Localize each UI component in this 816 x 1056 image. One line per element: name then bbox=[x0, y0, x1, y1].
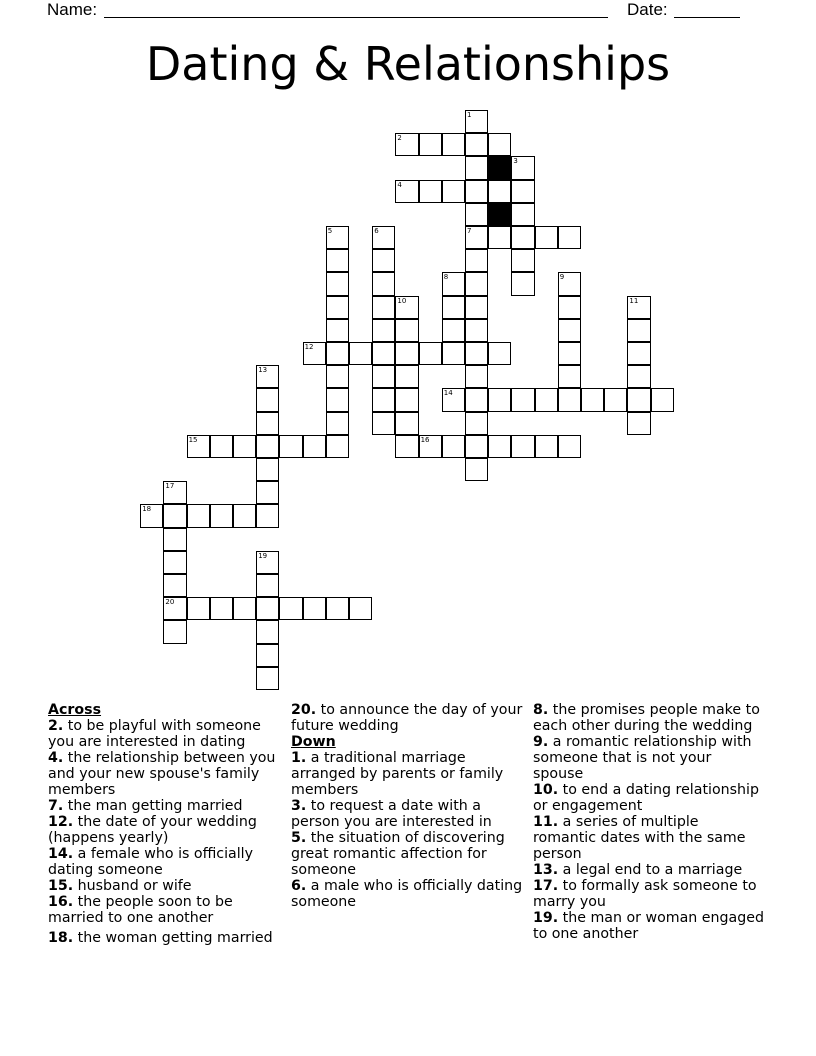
clue-number: 7. bbox=[48, 798, 64, 814]
grid-cell[interactable] bbox=[256, 481, 279, 504]
clue-number: 4. bbox=[48, 750, 64, 766]
grid-cell[interactable] bbox=[349, 597, 372, 620]
grid-cell[interactable] bbox=[372, 412, 395, 435]
grid-cell[interactable] bbox=[604, 388, 627, 411]
down-clue bbox=[291, 878, 523, 910]
grid-cell[interactable] bbox=[511, 435, 534, 458]
grid-cell[interactable] bbox=[256, 388, 279, 411]
clue-text: the man or woman engaged to one another bbox=[533, 910, 764, 942]
grid-cell[interactable] bbox=[419, 342, 442, 365]
clue-text: the promises people make to each other during the wedding bbox=[533, 702, 760, 734]
clue-number: 16. bbox=[48, 894, 74, 910]
grid-cell[interactable] bbox=[279, 435, 302, 458]
down-clue-list bbox=[291, 750, 523, 910]
down-clue bbox=[533, 782, 765, 814]
grid-cell[interactable] bbox=[488, 133, 511, 156]
down-clue bbox=[291, 830, 523, 878]
grid-cell[interactable] bbox=[558, 272, 581, 295]
grid-cell[interactable] bbox=[442, 388, 465, 411]
grid-cell[interactable] bbox=[395, 435, 418, 458]
grid-cell[interactable] bbox=[140, 504, 163, 527]
grid-cell[interactable] bbox=[419, 180, 442, 203]
grid-cell[interactable] bbox=[163, 620, 186, 643]
grid-cell[interactable] bbox=[372, 249, 395, 272]
grid-cell[interactable] bbox=[558, 342, 581, 365]
clue-text: the relationship between you and your new spouse's family members bbox=[48, 750, 276, 798]
grid-cell[interactable] bbox=[395, 412, 418, 435]
clue-number: 15 bbox=[188, 435, 198, 444]
clue-number: 1 bbox=[467, 111, 472, 119]
grid-cell[interactable] bbox=[627, 319, 650, 342]
grid-cell[interactable] bbox=[256, 458, 279, 481]
clue-text: a male who is officially dating someone bbox=[291, 878, 523, 910]
across-clue-list bbox=[48, 718, 280, 946]
clue-number: 20. bbox=[291, 702, 317, 718]
grid-cell[interactable] bbox=[558, 319, 581, 342]
grid-cell[interactable] bbox=[210, 597, 233, 620]
grid-cell[interactable] bbox=[442, 342, 465, 365]
grid-cell[interactable] bbox=[488, 388, 511, 411]
grid-cell[interactable] bbox=[372, 319, 395, 342]
grid-cell[interactable] bbox=[465, 110, 488, 133]
clue-number: 13. bbox=[533, 862, 559, 878]
clue-number: 3 bbox=[513, 157, 518, 166]
grid-cell[interactable] bbox=[511, 388, 534, 411]
across-clue bbox=[48, 750, 280, 798]
grid-cell[interactable] bbox=[303, 342, 326, 365]
grid-cell[interactable] bbox=[465, 180, 488, 203]
grid-cell[interactable] bbox=[488, 342, 511, 365]
down-clue bbox=[533, 702, 765, 734]
grid-cell[interactable] bbox=[326, 342, 349, 365]
grid-cell[interactable] bbox=[326, 272, 349, 295]
clue-number: 10 bbox=[397, 296, 407, 305]
across-clue bbox=[48, 894, 280, 926]
grid-cell[interactable] bbox=[256, 597, 279, 620]
grid-cell[interactable] bbox=[395, 365, 418, 388]
grid-cell[interactable] bbox=[535, 226, 558, 249]
grid-cell[interactable] bbox=[558, 365, 581, 388]
grid-cell[interactable] bbox=[465, 458, 488, 481]
clue-number: 5. bbox=[291, 830, 307, 846]
grid-cell[interactable] bbox=[627, 296, 650, 319]
grid-cell[interactable] bbox=[465, 388, 488, 411]
clue-number: 17 bbox=[165, 482, 175, 491]
grid-cell[interactable] bbox=[442, 180, 465, 203]
clue-text: a series of multiple romantic dates with the same person bbox=[533, 814, 746, 862]
clue-text: to end a dating relationship or engagement bbox=[533, 782, 759, 814]
clue-number: 13 bbox=[258, 366, 268, 375]
grid-cell[interactable] bbox=[465, 272, 488, 295]
clue-number: 9. bbox=[533, 734, 549, 750]
down-clue-list-continued bbox=[533, 702, 765, 942]
grid-cell[interactable] bbox=[326, 226, 349, 249]
grid-cell[interactable] bbox=[372, 296, 395, 319]
grid-cell[interactable] bbox=[256, 412, 279, 435]
clue-text: husband or wife bbox=[77, 878, 192, 894]
grid-cell[interactable] bbox=[395, 296, 418, 319]
across-clue bbox=[48, 798, 280, 814]
right-column bbox=[533, 702, 765, 942]
grid-cell[interactable] bbox=[511, 226, 534, 249]
clue-number: 6. bbox=[291, 878, 307, 894]
grid-cell[interactable] bbox=[419, 435, 442, 458]
clue-number: 10. bbox=[533, 782, 559, 798]
grid-cell[interactable] bbox=[372, 272, 395, 295]
clue-number: 3. bbox=[291, 798, 307, 814]
grid-cell[interactable] bbox=[488, 435, 511, 458]
grid-cell[interactable] bbox=[558, 435, 581, 458]
black-cell bbox=[488, 156, 511, 179]
grid-cell[interactable] bbox=[256, 435, 279, 458]
grid-cell[interactable] bbox=[465, 435, 488, 458]
grid-cell[interactable] bbox=[349, 342, 372, 365]
grid-cell[interactable] bbox=[395, 388, 418, 411]
clue-text: a traditional marriage arranged by parents or family members bbox=[291, 750, 504, 798]
grid-cell[interactable] bbox=[535, 435, 558, 458]
grid-cell[interactable] bbox=[627, 342, 650, 365]
grid-cell[interactable] bbox=[465, 412, 488, 435]
grid-cell[interactable] bbox=[187, 597, 210, 620]
clue-text: to be playful with someone you are interested in dating bbox=[48, 718, 261, 750]
grid-cell[interactable] bbox=[488, 226, 511, 249]
grid-cell[interactable] bbox=[395, 342, 418, 365]
clue-number: 8. bbox=[533, 702, 549, 718]
grid-cell[interactable] bbox=[233, 435, 256, 458]
down-clue bbox=[533, 878, 765, 910]
clue-number: 2. bbox=[48, 718, 64, 734]
grid-cell[interactable] bbox=[465, 133, 488, 156]
across-clue bbox=[48, 814, 280, 846]
grid-cell[interactable] bbox=[187, 435, 210, 458]
clue-number: 9 bbox=[559, 273, 565, 282]
grid-cell[interactable] bbox=[581, 388, 604, 411]
grid-cell[interactable] bbox=[465, 365, 488, 388]
grid-cell[interactable] bbox=[511, 249, 534, 272]
grid-cell[interactable] bbox=[558, 388, 581, 411]
grid-cell[interactable] bbox=[419, 133, 442, 156]
clue-number: 14. bbox=[48, 846, 74, 862]
clue-number: 20 bbox=[165, 598, 175, 607]
grid-cell[interactable] bbox=[511, 156, 534, 179]
clue-number: 8 bbox=[443, 273, 449, 282]
clue-text: a female who is officially dating someone bbox=[48, 846, 254, 878]
clue-number: 4 bbox=[397, 180, 402, 189]
grid-cell[interactable] bbox=[256, 644, 279, 667]
clue-number: 15. bbox=[48, 878, 74, 894]
page-title: Dating & Relationships bbox=[145, 37, 671, 91]
grid-cell[interactable] bbox=[372, 365, 395, 388]
across-column bbox=[48, 702, 280, 946]
grid-cell[interactable] bbox=[558, 226, 581, 249]
clue-number: 17. bbox=[533, 878, 559, 894]
grid-cell[interactable] bbox=[511, 272, 534, 295]
grid-cell[interactable] bbox=[233, 504, 256, 527]
grid-cell[interactable] bbox=[395, 133, 418, 156]
clue-number: 11. bbox=[533, 814, 559, 830]
grid-cell[interactable] bbox=[465, 156, 488, 179]
down-clue bbox=[533, 910, 765, 942]
clue-number: 16 bbox=[420, 435, 430, 444]
clue-number: 14 bbox=[443, 389, 453, 398]
grid-cell[interactable] bbox=[326, 597, 349, 620]
grid-cell[interactable] bbox=[442, 296, 465, 319]
grid-cell[interactable] bbox=[465, 203, 488, 226]
grid-cell[interactable] bbox=[465, 296, 488, 319]
grid-cell[interactable] bbox=[535, 388, 558, 411]
grid-cell[interactable] bbox=[465, 249, 488, 272]
grid-cell[interactable] bbox=[326, 296, 349, 319]
grid-cell[interactable] bbox=[627, 412, 650, 435]
across-clue bbox=[48, 718, 280, 750]
grid-cell[interactable] bbox=[163, 597, 186, 620]
clue-number: 18 bbox=[142, 505, 152, 514]
clue-text: to formally ask someone to marry you bbox=[533, 878, 757, 910]
grid-cell[interactable] bbox=[163, 574, 186, 597]
grid-cell[interactable] bbox=[511, 203, 534, 226]
down-clue bbox=[291, 750, 523, 798]
grid-cell[interactable] bbox=[442, 272, 465, 295]
down-clue bbox=[533, 734, 765, 782]
clue-text: the woman getting married bbox=[77, 930, 273, 946]
across-clue-list-continued bbox=[291, 702, 523, 734]
clue-number: 19. bbox=[533, 910, 559, 926]
clue-number: 5 bbox=[327, 227, 333, 235]
across-heading: Across bbox=[48, 702, 102, 718]
clue-number: 2 bbox=[397, 134, 402, 143]
clue-number: 18. bbox=[48, 930, 74, 946]
down-clue bbox=[533, 862, 765, 878]
clue-text: the man getting married bbox=[67, 798, 243, 814]
grid-cell[interactable] bbox=[233, 597, 256, 620]
across-clue bbox=[291, 702, 523, 734]
across-clue bbox=[48, 930, 280, 946]
grid-cell[interactable] bbox=[326, 249, 349, 272]
grid-cell[interactable] bbox=[326, 319, 349, 342]
clue-number: 12. bbox=[48, 814, 74, 830]
grid-cell[interactable] bbox=[326, 365, 349, 388]
grid-cell[interactable] bbox=[395, 319, 418, 342]
down-heading: Down bbox=[291, 734, 336, 750]
name-label: Name: bbox=[47, 0, 98, 19]
grid-cell[interactable] bbox=[256, 620, 279, 643]
grid-cell[interactable] bbox=[465, 342, 488, 365]
grid-cell[interactable] bbox=[303, 435, 326, 458]
grid-cell[interactable] bbox=[187, 504, 210, 527]
grid-cell[interactable] bbox=[210, 435, 233, 458]
clue-text: a legal end to a marriage bbox=[562, 862, 743, 878]
grid-cell[interactable] bbox=[442, 133, 465, 156]
down-clue bbox=[533, 814, 765, 862]
date-label: Date: bbox=[627, 0, 668, 19]
clue-text: the people soon to be married to one another bbox=[48, 894, 233, 926]
grid-cell[interactable] bbox=[372, 226, 395, 249]
grid-cell[interactable] bbox=[326, 388, 349, 411]
black-cell bbox=[488, 203, 511, 226]
clue-number: 1. bbox=[291, 750, 307, 766]
grid-cell[interactable] bbox=[651, 388, 674, 411]
grid-cell[interactable] bbox=[372, 342, 395, 365]
grid-cell[interactable] bbox=[326, 435, 349, 458]
grid-cell[interactable] bbox=[163, 551, 186, 574]
grid-cell[interactable] bbox=[627, 365, 650, 388]
clue-text: the date of your wedding (happens yearly) bbox=[48, 814, 257, 846]
grid-cell[interactable] bbox=[511, 180, 534, 203]
grid-cell[interactable] bbox=[558, 296, 581, 319]
across-clue bbox=[48, 878, 280, 894]
clue-text: to announce the day of your future wedding bbox=[291, 702, 523, 734]
clue-number: 7 bbox=[467, 227, 472, 235]
grid-cell[interactable] bbox=[210, 504, 233, 527]
grid-cell[interactable] bbox=[326, 412, 349, 435]
grid-cell[interactable] bbox=[163, 481, 186, 504]
clue-text: to request a date with a person you are interested in bbox=[291, 798, 492, 830]
grid-cell[interactable] bbox=[256, 667, 279, 690]
grid-cell[interactable] bbox=[256, 551, 279, 574]
grid-cell[interactable] bbox=[256, 574, 279, 597]
grid-cell[interactable] bbox=[256, 365, 279, 388]
grid-cell[interactable] bbox=[465, 319, 488, 342]
grid-cell[interactable] bbox=[442, 319, 465, 342]
grid-cell[interactable] bbox=[163, 504, 186, 527]
grid-cell[interactable] bbox=[372, 388, 395, 411]
clue-number: 11 bbox=[629, 296, 639, 305]
middle-column bbox=[291, 702, 523, 910]
clue-text: a romantic relationship with someone that is not your spouse bbox=[533, 734, 752, 782]
grid-cell[interactable] bbox=[442, 435, 465, 458]
across-clue bbox=[48, 846, 280, 878]
grid-cell[interactable] bbox=[465, 226, 488, 249]
grid-cell[interactable] bbox=[488, 180, 511, 203]
grid-cell[interactable] bbox=[279, 597, 302, 620]
clue-number: 19 bbox=[258, 551, 268, 560]
grid-cell[interactable] bbox=[395, 180, 418, 203]
grid-cell[interactable] bbox=[303, 597, 326, 620]
clue-number: 12 bbox=[304, 343, 314, 351]
clue-text: the situation of discovering great romantic affection for someone bbox=[291, 830, 505, 878]
down-clue bbox=[291, 798, 523, 830]
grid-cell[interactable] bbox=[256, 504, 279, 527]
grid-cell[interactable] bbox=[163, 528, 186, 551]
grid-cell[interactable] bbox=[627, 388, 650, 411]
clue-number: 6 bbox=[374, 227, 379, 235]
